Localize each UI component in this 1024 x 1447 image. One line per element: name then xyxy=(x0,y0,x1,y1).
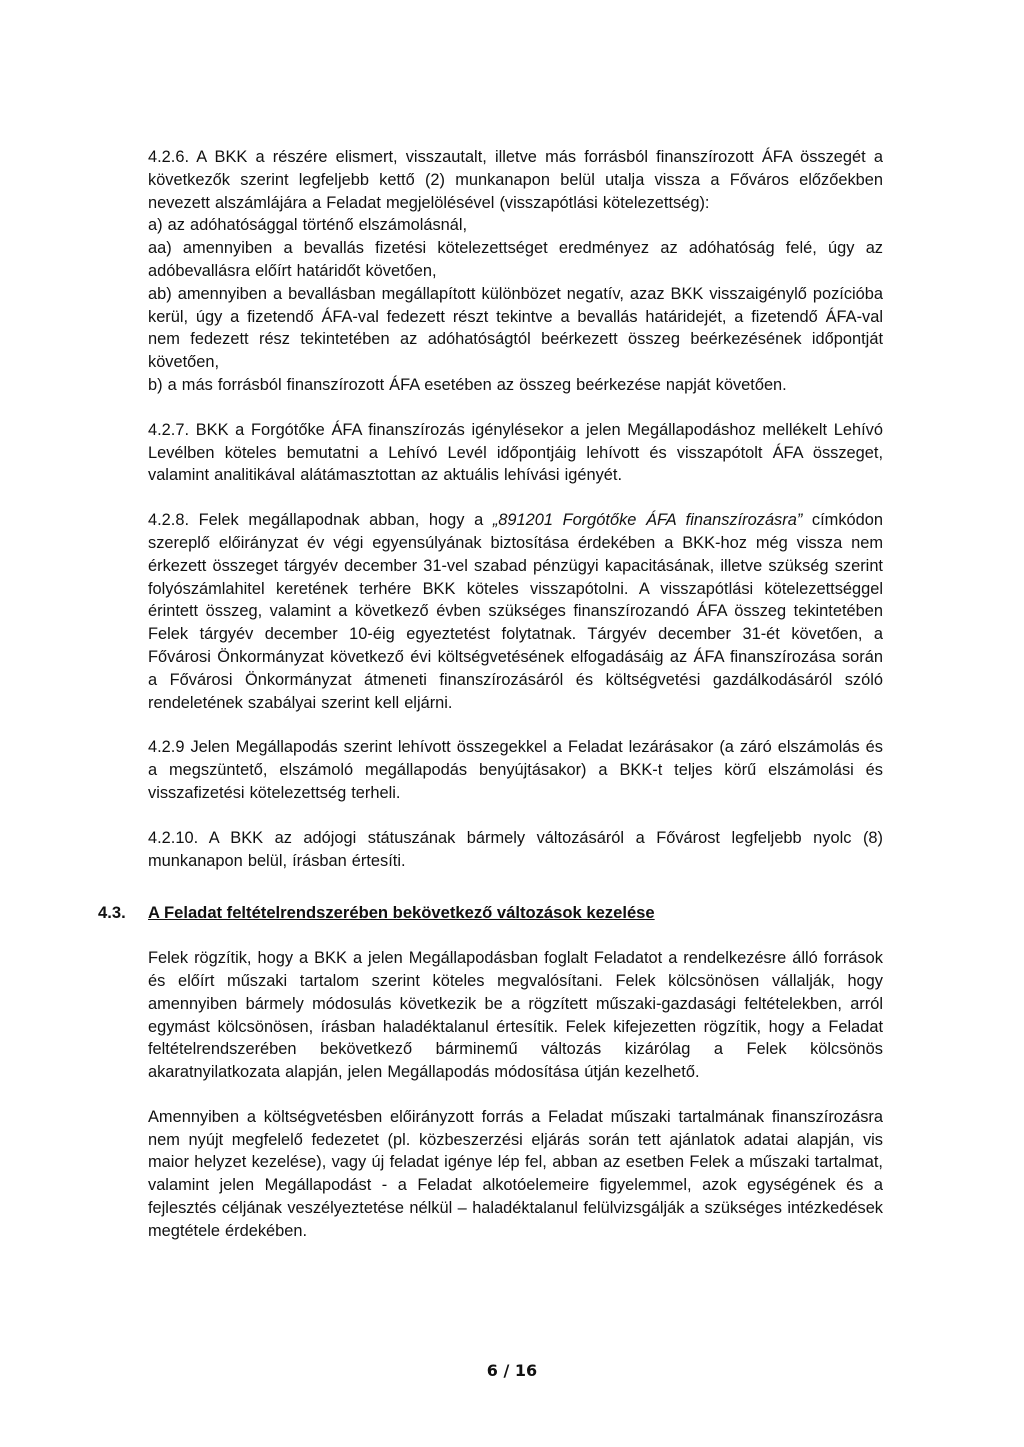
clause-number: 4.2.7. xyxy=(148,420,190,439)
clause-4-2-9 xyxy=(148,736,883,804)
clause-item: b) a más forrásból finanszírozott ÁFA esetében az összeg beérkezése napját követően. xyxy=(148,375,787,394)
clause-text: A BKK a részére elismert, visszautalt, illetve más forrásból finanszírozott ÁFA összegét a következők szerint legfeljebb kettő (2) munkanapon belül utalja vissza a Főváros előzőekben nevezett alszámlájára a Feladat megjelölésével (visszapótlási kötelezettség): xyxy=(148,148,883,212)
clause-number: 4.2.9 xyxy=(148,738,185,757)
clause-number: 4.2.8. xyxy=(148,511,190,530)
clause-text: Jelen Megállapodás szerint lehívott összegekkel a Feladat lezárásakor (a záró elszámolás és a megszüntető, elszámoló megállapodás benyújtásakor) a BKK-t teljes körű elszámolási és visszafizetési kötelezettség terheli. xyxy=(148,738,883,802)
clause-4-2-10 xyxy=(148,827,883,873)
clause-4-2-8 xyxy=(148,509,883,714)
clause-item: ab) amennyiben a bevallásban megállapított különbözet negatív, azaz BKK visszaigénylő pozícióba kerül, úgy a fizetendő ÁFA-val fedezett részt tekintve a bevallás határidejét, a fizetendő ÁFA-val nem fedezett rész tekintetében az adóhatóságtól beérkezett összeg beérkezésének időpontját követően, xyxy=(148,284,883,372)
document-body xyxy=(98,146,883,1243)
clause-4-2-6 xyxy=(148,146,883,214)
section-title: A Feladat feltételrendszerében bekövetkező változások kezelése xyxy=(148,903,655,923)
page-number: 6 / 16 xyxy=(486,1361,538,1380)
clause-item: a) az adóhatósággal történő elszámolásnál, xyxy=(148,216,468,235)
section-number: 4.3. xyxy=(98,903,126,923)
clause-number: 4.2.6. xyxy=(148,148,190,166)
section-heading-4-3 xyxy=(98,902,883,925)
clause-item: aa) amennyiben a bevallás fizetési kötelezettséget eredményez az adóhatóság felé, úgy az adóbevallásra előírt határidőt követően, xyxy=(148,239,883,280)
clause-text: BKK a Forgótőke ÁFA finanszírozás igénylésekor a jelen Megállapodáshoz mellékelt Lehívó Levélben köteles bemutatni a Lehívó Levél időpontjáig lehívott és visszapótolt ÁFA összeget, valamint analitikával alátámasztottan az aktuális lehívási igényét. xyxy=(148,420,883,485)
section-paragraph-1: Felek rögzítik, hogy a BKK a jelen Megállapodásban foglalt Feladatot a rendelkezésre álló források és előírt műszaki tartalom szerint köteles megvalósítani. Felek kölcsönösen vállalják, hogy amennyiben bármely módosulás következik be a rögzített műszaki-gazdasági feltételekben, arról egymást kölcsönösen, írásban haladéktalanul értesítik. Felek kifejezetten rögzítik, hogy a Feladat feltételrendszerében bekövetkező bárminemű változás kizárólag a Felek kölcsönös akaratnyilatkozata alapján, jelen Megállapodás módosítása útján kezelhető. xyxy=(148,949,883,1082)
clause-text-after: címkódon szereplő előirányzat év végi egyensúlyának biztosítása érdekében a BKK-hoz még vissza nem érkezett összeget tárgyév december 31-vel szabad pénzügyi kapacitásának, illetve szükség szerint folyószámlahitel keretének terhére BKK köteles visszapótolni. A visszapótlási kötelezettséggel érintett összeg, valamint a következő évben szükséges finanszírozandó ÁFA összeg tekintetében Felek tárgyév december 10-éig egyeztetést folytatnak. Tárgyév december 31-ét követően, a Fővárosi Önkormányzat következő évi költségvetésének elfogadásáig az ÁFA finanszírozása során a Fővárosi Önkormányzat átmeneti finanszírozásáról és költségvetési gazdálkodásáról szóló rendeletének szabályai szerint kell eljárni. xyxy=(148,511,883,712)
clause-text: A BKK az adójogi státuszának bármely változásáról a Fővárost legfeljebb nyolc (8) munkanapon belül, írásban értesíti. xyxy=(148,828,883,870)
section-paragraph-2: Amennyiben a költségvetésben előirányzott forrás a Feladat műszaki tartalmának finanszírozásra nem nyújt megfelelő fedezetet (pl. közbeszerzési eljárás során tett ajánlatok adatai alapján, vis maior helyzet kezelése), vagy új feladat igénye lép fel, abban az esetben Felek a műszaki tartalmat, valamint jelen Megállapodást - a Feladat alkotóelemeire figyelemmel, azok egységének és a fejlesztés céljának veszélyeztetése nélkül – haladéktalanul felülvizsgálják a szükséges intézkedések megtétele érdekében. xyxy=(148,1107,883,1240)
clause-number: 4.2.10. xyxy=(148,828,199,847)
clause-4-2-7 xyxy=(148,419,883,487)
budget-code-name: „891201 Forgótőke ÁFA finanszírozásra” xyxy=(492,511,803,530)
clause-text-before: Felek megállapodnak abban, hogy a xyxy=(198,511,493,530)
